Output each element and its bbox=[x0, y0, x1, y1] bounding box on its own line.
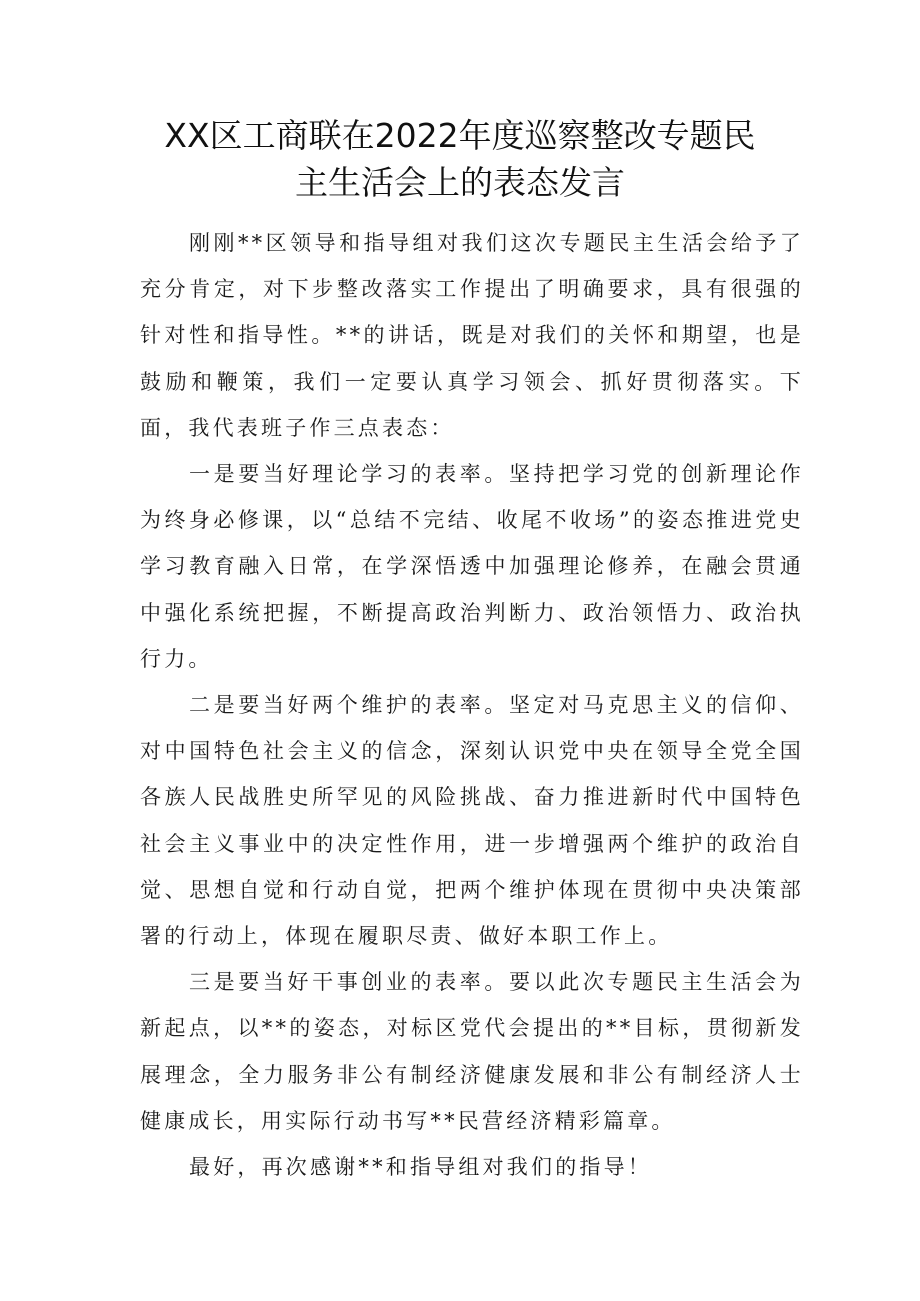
title-line-2: 主生活会上的表态发言 bbox=[295, 163, 625, 202]
paragraph-point-one: 一是要当好理论学习的表率。坚持把学习党的创新理论作为终身必修课，以“总结不完结、收尾不收场”的姿态推进党史学习教育融入日常，在学深悟透中加强理论修养，在融会贯通中强化系统把握，不断提高政治判断力、政治领悟力、政治执行力。 bbox=[140, 462, 804, 671]
document-title bbox=[140, 112, 780, 206]
document-body bbox=[140, 220, 804, 1190]
paragraph-point-two: 二是要当好两个维护的表率。坚定对马克思主义的信仰、对中国特色社会主义的信念，深刻认识党中央在领导全党全国各族人民战胜史所罕见的风险挑战、奋力推进新时代中国特色社会主义事业中的决定性作用，进一步增强两个维护的政治自觉、思想自觉和行动自觉，把两个维护体现在贯彻中央决策部署的行动上，体现在履职尽责、做好本职工作上。 bbox=[140, 693, 804, 949]
title-line-1: XX区工商联在2022年度巡察整改专题民 bbox=[164, 116, 756, 155]
paragraph-point-three: 三是要当好干事创业的表率。要以此次专题民主生活会为新起点，以**的姿态，对标区党代会提出的**目标，贯彻新发展理念，全力服务非公有制经济健康发展和非公有制经济人士健康成长，用实际行动书写**民营经济精彩篇章。 bbox=[140, 970, 804, 1133]
paragraph-closing: 最好，再次感谢**和指导组对我们的指导！ bbox=[189, 1155, 652, 1180]
paragraph-opening: 刚刚**区领导和指导组对我们这次专题民主生活会给予了充分肯定，对下步整改落实工作提出了明确要求，具有很强的针对性和指导性。**的讲话，既是对我们的关怀和期望，也是鼓励和鞭策，我们一定要认真学习领会、抓好贯彻落实。下面，我代表班子作三点表态： bbox=[140, 231, 804, 440]
